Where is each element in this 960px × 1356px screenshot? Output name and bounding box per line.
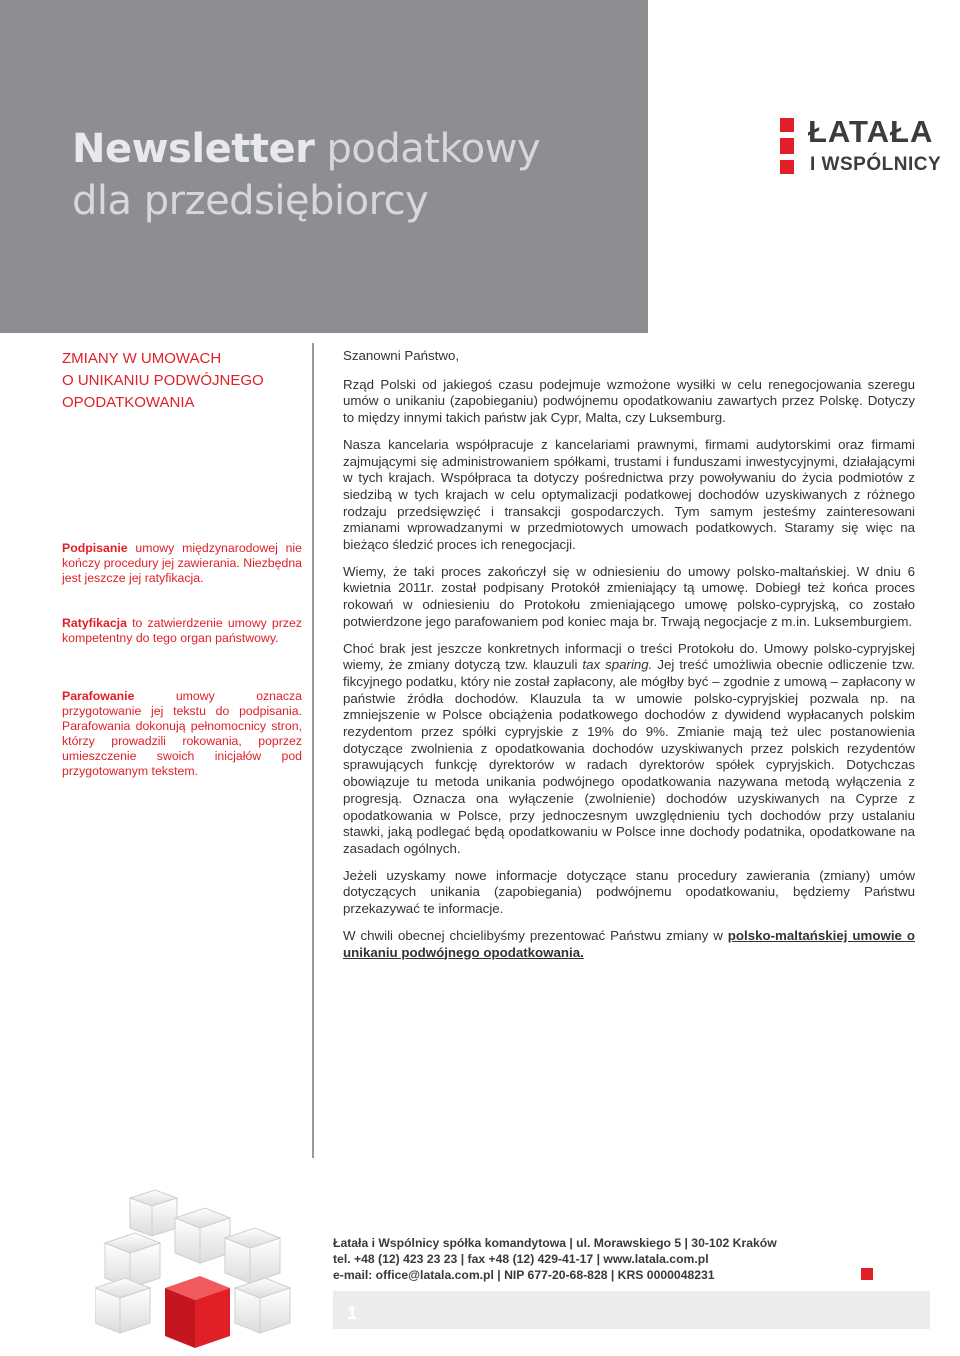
logo-subtitle: I WSPÓLNICY: [810, 154, 942, 175]
paragraph-6: [343, 928, 915, 961]
definition-text: to zatwierdzenie umowy przez kompetentny do tego organ państwowy.: [62, 616, 302, 645]
treaty-link[interactable]: polsko-maltańskiej umowie o unikaniu podwójnego opodatkowania.: [343, 927, 915, 960]
column-divider: [312, 343, 314, 1158]
definition-initialing: [62, 689, 302, 779]
definition-term: Parafowanie: [62, 689, 135, 703]
greeting: Szanowni Państwo,: [343, 348, 460, 363]
paragraph-2: Nasza kancelaria współpracuje z kancelariami prawnymi, firmami audytorskimi oraz firmami zajmującymi się administrowaniem spółkami, trustami i funduszami inwestycyjnymi, działającymi w tych krajach. Współpraca ta dotyczy pośrednictwa przy powoływaniu do życia podmiotów z siedzibą w tych krajach w celu optymalizacji podatkowej dochodów uzyskiwanych z różnego rodzaju przedsięwzięć i transakcji gospodarczych. Tym samym jesteśmy zainteresowani zmianami wprowadzanymi w przedmiotowych umowach podatkowych. Staramy się więc na bieżąco śledzić proces ich renegocjacji.: [343, 436, 915, 553]
paragraph-1: Rząd Polski od jakiegoś czasu podejmuje wzmożone wysiłki w celu renegocjowania szeregu umów o unikaniu (zapobieganiu) podwójnemu opodatkowaniu zawartych przez Polskę. Dotyczy to między innymi takich państw jak Cypr, Malta, czy Luksemburg.: [343, 376, 915, 426]
tax-sparing-term: tax sparing.: [582, 657, 653, 673]
paragraph-6-text: W chwili obecnej chcielibyśmy prezentować Państwu zmiany w: [343, 927, 728, 943]
definition-text: umowy międzynarodowej nie kończy procedury jej zawierania. Niezbędna jest jeszcze jej ratyfikacja.: [62, 541, 302, 585]
page-number-bar: [333, 1291, 930, 1329]
contact-address: Łatała i Wspólnicy spółka komandytowa | ul. Morawskiego 5 | 30-102 Kraków: [333, 1236, 777, 1250]
sidebar: [62, 348, 302, 778]
paragraph-3: Wiemy, że taki proces zakończył się w odniesieniu do umowy polsko-maltańskiej. W dniu 6 kwietnia 2011r. został podpisany Protokół zmieniający tą umowę. Dobiegł też końca proces rokowań w odniesieniu do Protokołu zmieniającego umowę polsko-cypryjską, co zostało potwierdzone jego parafowaniem pod koniec maja br. Trwają negocjacje z m.in. Luksemburgiem.: [343, 563, 915, 629]
title-rest: podatkowy: [326, 126, 541, 172]
sidebar-heading-line1: ZMIANY W UMOWACH: [62, 350, 222, 367]
contact-email: e-mail: office@latala.com.pl | NIP 677-20-68-828 | KRS 0000048231: [333, 1268, 715, 1282]
paragraph-4-part-a: Choć brak jest jeszcze konkretnych informacji o treści Protokołu do. Umowy polsko-cypryjskej wiemy, że zmiany dotyczą tzw. klauzuli: [343, 640, 915, 673]
footer-red-square: [861, 1268, 873, 1280]
header-band: [0, 0, 648, 333]
logo-mark-middle: [780, 138, 794, 154]
definition-term: Ratyfikacja: [62, 616, 127, 630]
definition-signing: [62, 541, 302, 586]
cubes-illustration: [95, 1188, 295, 1356]
paragraph-4-part-b: Jej treść umożliwia obecnie odliczenie tzw. fikcyjnego podatku, który nie został zapłacony, ale mógłby być – zgodnie z umową – zapłacony w państwie źródła dochodów. Klauzula ta w umowie polsko-cypryjskiej pozwala np. na zmniejszenie w Polsce obciążenia podatkowego dochodów z dywidend wypłacanych polskim rezydentom przez spółki cypryjskie z 19% do 9%. Zmianie mają też ulec postanowienia dotyczące zwolnienia z opodatkowania dochodów uzyskiwanych przez polskich rezydentów sprawujących funkcję dyrektorów w radach dyrektorów spółek cypryjskich. Dotychczas obowiązuje tu metoda unikania podwójnego opodatkowania nazywana metodą wyłączenia z progresją. Oznacza ona wyłączenie (zwolnienie) dochodów uzyskiwanych na Cyprze z opodatkowania w Polsce, przy jednoczesnym uwzględnieniu tych dochodów przy ustalaniu stawki, jaką podlegać będą opodatkowaniu w Polsce inne dochody podatnika, opodatkowane na zasadach ogólnych.: [343, 657, 915, 856]
company-contact: [333, 1235, 777, 1283]
paragraph-4: [343, 641, 915, 858]
title-bold: Newsletter: [72, 126, 315, 172]
logo-mark-top: [780, 118, 794, 132]
sidebar-heading: [62, 348, 302, 414]
definition-term: Podpisanie: [62, 541, 128, 555]
newsletter-title: [72, 123, 540, 227]
paragraph-5: Jeżeli uzyskamy nowe informacje dotyczące stanu procedury zawierania (zmiany) umów dotyczących unikania (zapobiegania) podwójnemu opodatkowaniu, będziemy Państwu przekazywać te informacje.: [343, 867, 915, 917]
company-logo: [780, 116, 950, 178]
title-line2: dla przedsiębiorcy: [72, 178, 429, 224]
sidebar-heading-line3: OPODATKOWANIA: [62, 394, 195, 411]
logo-name: ŁATAŁA: [808, 114, 934, 149]
red-cube: [165, 1276, 230, 1348]
contact-phone: tel. +48 (12) 423 23 23 | fax +48 (12) 429-41-17 | www.latala.com.pl: [333, 1252, 709, 1266]
logo-mark-bottom: [780, 160, 794, 174]
main-article: [343, 348, 915, 971]
page-number: 1: [347, 1303, 358, 1323]
definition-text: umowy oznacza przygotowanie jej tekstu do podpisania. Parafowania dokonują pełnomocnicy stron, którzy prowadzili rokowania, poprzez umieszczenie swoich inicjałów pod przygotowanym tekstem.: [62, 689, 302, 778]
definition-ratification: [62, 616, 302, 646]
sidebar-heading-line2: O UNIKANIU PODWÓJNEGO: [62, 372, 264, 389]
